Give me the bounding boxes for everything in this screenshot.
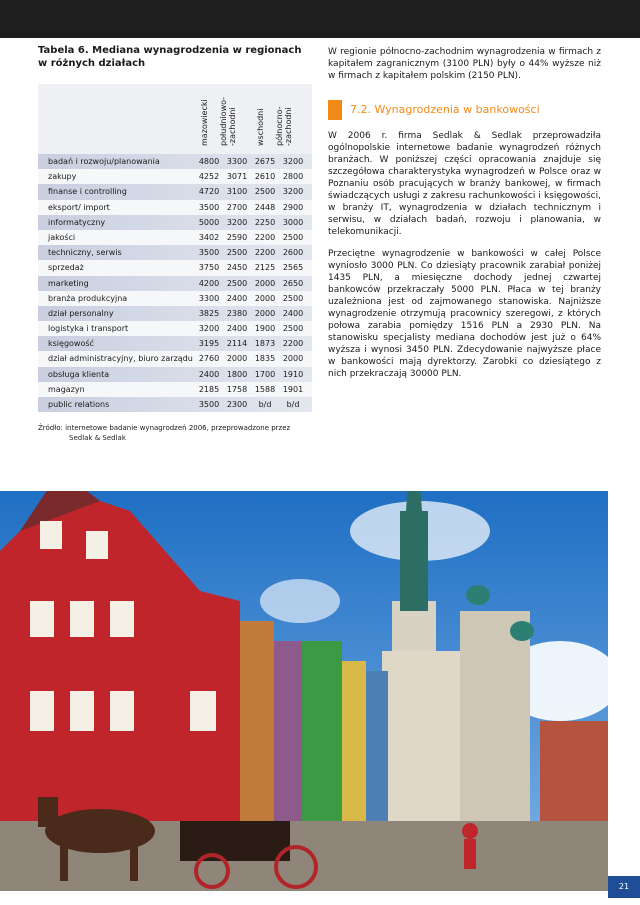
table-cell: 2400 xyxy=(198,369,220,379)
table-body xyxy=(38,154,312,412)
table-cell: 3825 xyxy=(198,308,220,318)
table-cell: 2675 xyxy=(254,157,276,166)
table-cell: 3195 xyxy=(198,339,220,349)
poznan-old-market-photo xyxy=(0,491,608,891)
table-cell: 3100 xyxy=(226,187,248,197)
column-header-1: mazowiecki xyxy=(200,99,209,146)
table-cell: 1900 xyxy=(254,324,276,334)
table-cell: 3000 xyxy=(282,217,304,227)
table-cell: 3500 xyxy=(198,202,220,212)
table-row xyxy=(38,200,312,215)
table-cell: 3071 xyxy=(226,172,248,182)
table-cell: 2650 xyxy=(282,278,304,288)
row-label: techniczny, serwis xyxy=(48,248,122,258)
table-header xyxy=(38,84,312,154)
table-cell: 2250 xyxy=(254,217,276,227)
row-label: marketing xyxy=(48,278,89,288)
table-row xyxy=(38,367,312,382)
row-label: zakupy xyxy=(48,172,77,182)
table-row xyxy=(38,276,312,291)
table-cell: 3500 xyxy=(198,248,220,258)
table-cell: 5000 xyxy=(198,217,220,227)
table-cell: 1758 xyxy=(226,384,248,394)
table-cell: 2610 xyxy=(254,172,276,182)
table-row xyxy=(38,306,312,321)
table-cell: 2760 xyxy=(198,354,220,364)
salary-table xyxy=(38,84,312,410)
table-cell: 1901 xyxy=(282,384,304,394)
table-cell: 4200 xyxy=(198,278,220,288)
table-cell: 2300 xyxy=(226,400,248,409)
table-cell: 2000 xyxy=(254,278,276,288)
table-cell: 1588 xyxy=(254,384,276,394)
table-cell: 2000 xyxy=(254,308,276,318)
table-cell: 1873 xyxy=(254,339,276,349)
table-cell: 2114 xyxy=(226,339,248,349)
table-cell: 3200 xyxy=(198,324,220,334)
table-cell: 2400 xyxy=(226,293,248,303)
table-cell: 2448 xyxy=(254,202,276,212)
table-cell: 2200 xyxy=(282,339,304,349)
table-cell: b/d xyxy=(258,400,272,409)
table-cell: 2000 xyxy=(226,354,248,364)
table-cell: 2000 xyxy=(282,354,304,364)
table-cell: 2500 xyxy=(282,324,304,334)
row-label: księgowość xyxy=(48,339,94,349)
table-row xyxy=(38,397,312,412)
table-cell: 2600 xyxy=(282,248,304,258)
table-row xyxy=(38,184,312,199)
row-label: dział administracyjny, biuro zarządu xyxy=(48,354,193,364)
paragraph-2: Przeciętne wynagrodzenie w bankowości w całej Polsce wyniosło 3000 PLN. Co dziesiąty pracownik zarabiał poniżej 1435 PLN, a miesięczne dochody jednej czwartej bankowców przekraczały 5000 PLN. Płaca w tej branży uzależniona jest od zajmowanego stanowiska. Najniższe wynagrodzenie otrzymują pracownicy szeregowi, z których połowa zarabia pomiędzy 1516 PLN a 2930 PLN. Na stanowisku specjalisty mediana dochodów jest już o 64% wyższa i wynosi 3450 PLN. Zdecydowanie najwyższe płace w bankowości mają dyrektorzy. Zarobki co dziesiątego z nich przekraczają 30000 PLN. xyxy=(328,249,601,379)
table-cell: 2200 xyxy=(254,248,276,258)
table-cell: 3200 xyxy=(282,187,304,197)
table-cell: 2200 xyxy=(254,232,276,242)
table-cell: 3750 xyxy=(198,263,220,273)
table-source: Źródło: internetowe badanie wynagrodzeń 2006, przeprowadzone przez Sedlak & Sedlak xyxy=(38,424,291,442)
page-number: 21 xyxy=(608,876,640,898)
row-label: eksport/ import xyxy=(48,202,110,212)
table-cell: 2900 xyxy=(282,202,304,212)
row-label: badań i rozwoju/planowania xyxy=(48,157,160,166)
table-cell: 2500 xyxy=(282,293,304,303)
column-header-4: północno- -zachodni xyxy=(275,106,293,146)
column-header-2: południowo- -zachodni xyxy=(219,96,237,146)
paragraph-1: W 2006 r. firma Sedlak & Sedlak przeprowadziła ogólnopolskie internetowe badanie wynagrodzeń różnych branżach. W poniższej części opracowania znajduje się szczegółowa charakterystyka wynagrodzeń w Polsce oraz w Poznaniu osób pracujących w branży bankowej, w firmach świadczących usługi z zakresu rachunkowości i księgowości, w branży IT, wynagrodzenia w działach technicznym i serwisu, w działach badań, rozwoju i planowania, w telekomunikacji. xyxy=(328,131,601,237)
row-label: magazyn xyxy=(48,384,85,394)
section-marker xyxy=(328,100,342,120)
section-title: 7.2. Wynagrodzenia w bankowości xyxy=(350,103,540,116)
table-row xyxy=(38,230,312,245)
table-row xyxy=(38,260,312,275)
table-cell: 3402 xyxy=(198,232,220,242)
row-label: dział personalny xyxy=(48,308,114,318)
table-cell: 2000 xyxy=(254,293,276,303)
table-row xyxy=(38,245,312,260)
table-cell: 2400 xyxy=(282,308,304,318)
table-cell: 3300 xyxy=(198,293,220,303)
table-cell: 2400 xyxy=(226,324,248,334)
table-row xyxy=(38,154,312,169)
row-label: branża produkcyjna xyxy=(48,293,128,303)
table-row xyxy=(38,336,312,351)
table-cell: 2500 xyxy=(254,187,276,197)
row-label: logistyka i transport xyxy=(48,324,129,334)
table-cell: b/d xyxy=(286,400,300,409)
table-cell: 2500 xyxy=(226,278,248,288)
row-label: finanse i controlling xyxy=(48,187,127,197)
table-cell: 2500 xyxy=(226,248,248,258)
table-cell: 2590 xyxy=(226,232,248,242)
table-cell: 1910 xyxy=(282,369,304,379)
table-cell: 3200 xyxy=(226,217,248,227)
table-cell: 2700 xyxy=(226,202,248,212)
table-row xyxy=(38,321,312,336)
table-row xyxy=(38,169,312,184)
row-label: informatyczny xyxy=(48,217,106,227)
row-label: jakości xyxy=(48,232,76,242)
table-cell: 4800 xyxy=(198,157,220,166)
table-cell: 1835 xyxy=(254,354,276,364)
top-bar xyxy=(0,0,640,38)
column-header-3: wschodni xyxy=(256,108,265,146)
table-row xyxy=(38,215,312,230)
table-cell: 3200 xyxy=(282,157,304,166)
table-cell: 3500 xyxy=(198,400,220,409)
intro-paragraph: W regionie północno-zachodnim wynagrodzenia w firmach z kapitałem zagranicznym (3100 PLN) były o 44% wyższe niż w firmach z kapitałem polskim (2150 PLN). xyxy=(328,47,601,81)
row-label: obsługa klienta xyxy=(48,369,110,379)
table-row xyxy=(38,351,312,366)
table-cell: 2185 xyxy=(198,384,220,394)
table-cell: 4252 xyxy=(198,172,220,182)
row-label: sprzedaż xyxy=(48,263,84,273)
table-cell: 1700 xyxy=(254,369,276,379)
table-row xyxy=(38,382,312,397)
table-cell: 3300 xyxy=(226,157,248,166)
row-label: public relations xyxy=(48,400,110,409)
table-cell: 2125 xyxy=(254,263,276,273)
table-cell: 2380 xyxy=(226,308,248,318)
table-row xyxy=(38,291,312,306)
table-cell: 2800 xyxy=(282,172,304,182)
table-cell: 1800 xyxy=(226,369,248,379)
table-cell: 2450 xyxy=(226,263,248,273)
table-cell: 2565 xyxy=(282,263,304,273)
table-cell: 4720 xyxy=(198,187,220,197)
table-cell: 2500 xyxy=(282,232,304,242)
table-title: Tabela 6. Mediana wynagrodzenia w regionach w różnych działach xyxy=(38,45,302,69)
